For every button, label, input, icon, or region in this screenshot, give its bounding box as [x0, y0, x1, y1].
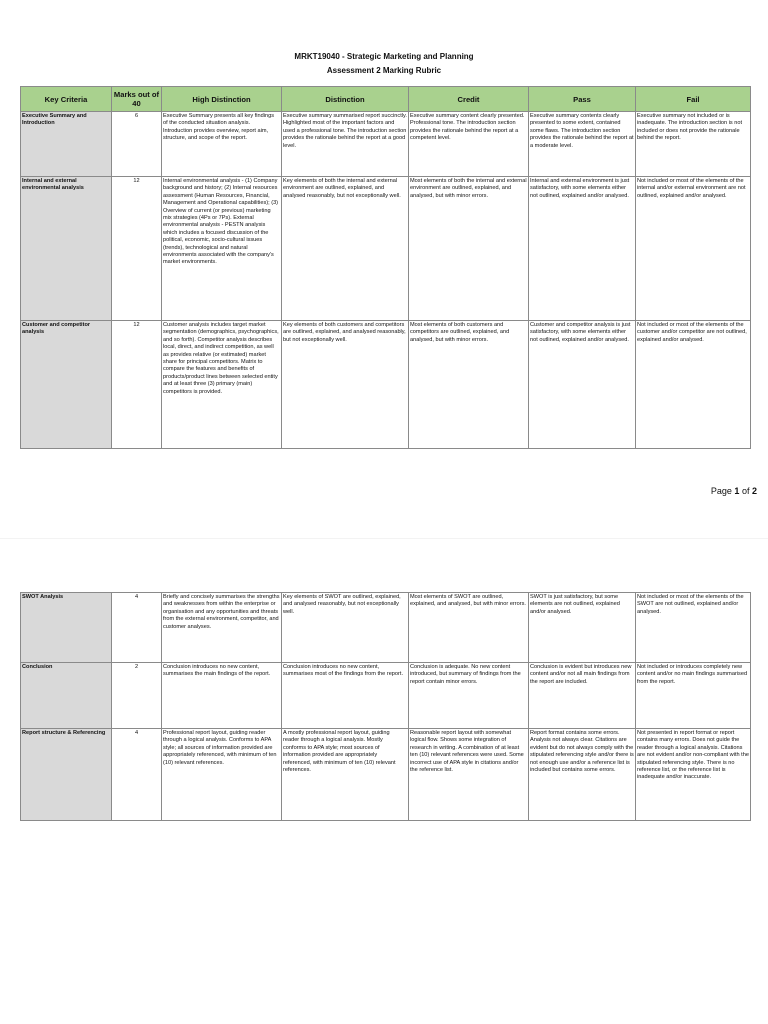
- table-row: [21, 321, 751, 449]
- marks-cell: 12: [112, 321, 162, 449]
- document-title: MRKT19040 - Strategic Marketing and Planning: [294, 52, 474, 61]
- table-row: [21, 593, 751, 663]
- header-row: [21, 87, 751, 112]
- page-current: 1: [734, 486, 740, 496]
- criteria-cell: Report structure & Referencing: [21, 729, 112, 821]
- pass-cell: Executive summary contents clearly presented to some extent, contained some flaws. The introduction section provides the rationale behind the report at a moderate level.: [529, 112, 636, 177]
- page-label: Page: [710, 486, 732, 496]
- header-credit: Credit: [409, 87, 529, 112]
- page-break: [0, 538, 768, 539]
- criteria-cell: Conclusion: [21, 663, 112, 729]
- pass-cell: SWOT is just satisfactory, but some elements are not outlined, explained and/or analysed.: [529, 593, 636, 663]
- rubric-table-page-2: [20, 592, 751, 821]
- hd-cell: Conclusion introduces no new content, summarises the main findings of the report.: [162, 663, 282, 729]
- credit-cell: Executive summary content clearly presented. Professional tone. The introduction section provides the rationale behind the report at a competent level.: [409, 112, 529, 177]
- distinction-cell: Key elements of SWOT are outlined, explained, and analysed reasonably, but not exceptionally well.: [282, 593, 409, 663]
- header-high-distinction: High Distinction: [162, 87, 282, 112]
- marks-cell: 12: [112, 177, 162, 321]
- distinction-cell: Key elements of both the internal and external environment are outlined, explained, and analysed reasonably, but not exceptionally well.: [282, 177, 409, 321]
- page-of: of: [741, 486, 750, 496]
- header-key-criteria: Key Criteria: [21, 87, 112, 112]
- marks-cell: 6: [112, 112, 162, 177]
- header-pass: Pass: [529, 87, 636, 112]
- fail-cell: Not included or most of the elements of the internal and/or external environment are not outlined, explained and/or analysed.: [636, 177, 751, 321]
- criteria-cell: Internal and external environmental analysis: [21, 177, 112, 321]
- distinction-cell: Key elements of both customers and competitors are outlined, explained, and analysed reasonably, but not exceptionally well.: [282, 321, 409, 449]
- fail-cell: Not presented in report format or report contains many errors. Does not guide the reader through a logical analysis. Citations are not evident and/or non-compliant with the stipulated referencing style. There is no reference list, or the reference list is inadequate and/or inaccurate.: [636, 729, 751, 821]
- header-marks: Marks out of 40: [112, 87, 162, 112]
- header-fail: Fail: [636, 87, 751, 112]
- hd-cell: Professional report layout, guiding reader through a logical analysis. Conforms to APA style; all sources of information provided are appropriately referenced, with minimum of ten (10) relevant references.: [162, 729, 282, 821]
- hd-cell: Customer analysis includes target market segmentation (demographics, psychographics, and so forth). Competitor analysis describes local, direct, and indirect competition, as well as provides relative (or estimated) market share for principal competitors. Matrix to compare the features and benefits of products/product lines between selected entity and at least three (3) primary (main) competitors is provided.: [162, 321, 282, 449]
- document-subtitle: Assessment 2 Marking Rubric: [326, 66, 442, 75]
- credit-cell: Most elements of SWOT are outlined, explained, and analysed, but with minor errors.: [409, 593, 529, 663]
- criteria-cell: SWOT Analysis: [21, 593, 112, 663]
- fail-cell: Not included or most of the elements of the SWOT are not outlined, explained and/or analysed.: [636, 593, 751, 663]
- marks-cell: 2: [112, 663, 162, 729]
- criteria-cell: Executive Summary and Introduction: [21, 112, 112, 177]
- header-distinction: Distinction: [282, 87, 409, 112]
- distinction-cell: Conclusion introduces no new content, summarises most of the findings from the report.: [282, 663, 409, 729]
- marks-cell: 4: [112, 593, 162, 663]
- credit-cell: Conclusion is adequate. No new content introduced, but summary of findings from the report contain minor errors.: [409, 663, 529, 729]
- hd-cell: Executive Summary presents all key findings of the conducted situation analysis. Introduction provides overview, report aim, structure, and scope of the report.: [162, 112, 282, 177]
- page-number: [711, 486, 757, 496]
- pass-cell: Customer and competitor analysis is just satisfactory, with some elements either not outlined, explained and/or analysed.: [529, 321, 636, 449]
- fail-cell: Executive summary not included or is inadequate. The introduction section is not included or does not provide the rationale behind the report.: [636, 112, 751, 177]
- hd-cell: Briefly and concisely summarises the strengths and weaknesses from within the enterprise or organisation and any opportunities and threats from the external environment, competitor, and customer analyses.: [162, 593, 282, 663]
- distinction-cell: A mostly professional report layout, guiding reader through a logical analysis. Mostly conforms to APA style; most sources of information provided are appropriately referenced, with minimum of ten (10) relevant references.: [282, 729, 409, 821]
- distinction-cell: Executive summary summarised report succinctly. Highlighted most of the important factors and used a professional tone. The introduction section provides the rationale behind the report at a good level.: [282, 112, 409, 177]
- fail-cell: Not included or most of the elements of the customer and/or competitor are not outlined, explained and/or analysed.: [636, 321, 751, 449]
- table-row: [21, 663, 751, 729]
- hd-cell: Internal environmental analysis - (1) Company background and history; (2) Internal resources assessment (Human Resources, Financial, Management and Operational capabilities); (3) Overview of current (or previous) marketing mix strategies (4Ps or 7Ps). External environmental analysis - PESTN analysis which includes a focused discussion of the political, economic, socio-cultural issues (trends), technological and natural environments associated with the company's market environments.: [162, 177, 282, 321]
- marks-cell: 4: [112, 729, 162, 821]
- pass-cell: Conclusion is evident but introduces new content and/or not all main findings from the report are included.: [529, 663, 636, 729]
- credit-cell: Most elements of both the internal and external environment are outlined, explained, and analysed, but with minor errors.: [409, 177, 529, 321]
- credit-cell: Reasonable report layout with somewhat logical flow. Shows some integration of research in writing. A combination of at least ten (10) relevant references were used. Some incorrect use of APA style in citations and/or the reference list.: [409, 729, 529, 821]
- rubric-table-page-1: [20, 86, 751, 449]
- fail-cell: Not included or introduces completely new content and/or no main findings summarised from the report.: [636, 663, 751, 729]
- criteria-cell: Customer and competitor analysis: [21, 321, 112, 449]
- page-total: 2: [751, 486, 757, 496]
- table-row: [21, 177, 751, 321]
- pass-cell: Report format contains some errors. Analysis not always clear. Citations are evident but do not always comply with the stipulated referencing style and/or there is not enough use and/or a reference list is included but contains some errors.: [529, 729, 636, 821]
- credit-cell: Most elements of both customers and competitors are outlined, explained, and analysed, but with minor errors.: [409, 321, 529, 449]
- table-row: [21, 112, 751, 177]
- pass-cell: Internal and external environment is just satisfactory, with some elements either not outlined, explained and/or analysed.: [529, 177, 636, 321]
- table-row: [21, 729, 751, 821]
